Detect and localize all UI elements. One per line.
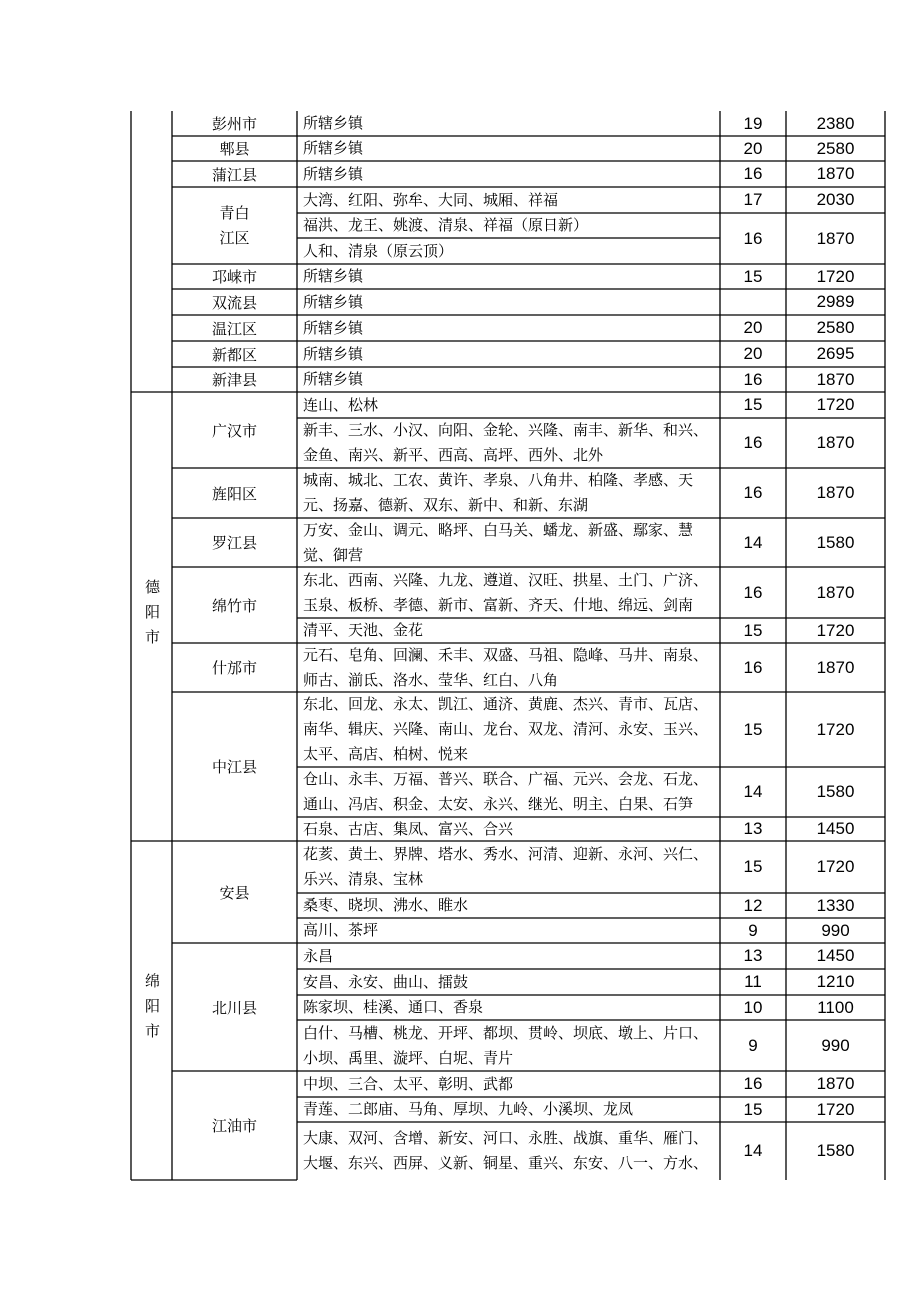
towns-text: 新丰、三水、小汉、向阳、金轮、兴隆、南丰、新华、和兴、金鱼、南兴、新平、西高、高坪、西外、北外 [303, 421, 709, 464]
value-a: 16 [743, 433, 763, 452]
value-a: 15 [743, 395, 763, 414]
county-cell [172, 468, 297, 518]
county-cell [172, 161, 297, 187]
value-a-cell [720, 136, 786, 161]
county-cell [172, 111, 297, 136]
value-b: 1580 [816, 1141, 855, 1160]
value-b-cell [786, 918, 885, 943]
value-a-cell [720, 943, 786, 969]
value-a: 17 [743, 190, 763, 209]
county-label: 郫县 [219, 140, 250, 158]
towns-text: 石泉、古店、集凤、富兴、合兴 [303, 819, 514, 838]
towns-text: 花荄、黄土、界牌、塔水、秀水、河清、迎新、永河、兴仁、乐兴、清泉、宝林 [303, 845, 709, 888]
value-b-cell [786, 692, 885, 767]
value-b-cell [786, 841, 885, 893]
towns-cell [297, 213, 720, 238]
value-b-cell [786, 187, 885, 213]
towns-text: 大康、双河、含增、新安、河口、永胜、战旗、重华、雁门、大堰、东兴、西屏、义新、铜星、重兴、东安、八一、方水、 [303, 1129, 709, 1172]
value-b: 1450 [816, 946, 855, 965]
value-a-cell [720, 213, 786, 264]
county-label: 江油市 [211, 1117, 257, 1135]
county-cell [172, 841, 297, 943]
county-label: 新津县 [211, 371, 257, 389]
towns-cell [297, 238, 720, 264]
value-b: 1720 [816, 719, 855, 739]
county-label: 中江县 [211, 758, 257, 776]
towns-text: 万安、金山、调元、略坪、白马关、蟠龙、新盛、鄢家、慧觉、御营 [303, 520, 694, 564]
value-a-cell [720, 817, 786, 841]
towns-text: 所辖乡镇 [303, 164, 364, 183]
value-b-cell [786, 1097, 885, 1122]
value-b-cell [786, 341, 885, 367]
towns-cell [297, 264, 720, 289]
value-a: 9 [748, 1035, 758, 1055]
county-cell [172, 1071, 297, 1180]
towns-cell [297, 161, 720, 187]
value-a-cell [720, 392, 786, 418]
value-a-cell [720, 918, 786, 943]
towns-text: 福洪、龙王、姚渡、清泉、祥福（原日新） [303, 216, 589, 234]
value-b-cell [786, 1020, 885, 1071]
value-b: 2580 [816, 318, 855, 337]
value-a: 14 [743, 1141, 763, 1160]
county-cell [172, 567, 297, 643]
county-label: 邛崃市 [211, 268, 257, 286]
value-b: 1450 [816, 819, 855, 838]
towns-text: 清平、天池、金花 [303, 621, 424, 639]
county-label: 新都区 [211, 345, 257, 364]
value-a-cell [720, 1122, 786, 1180]
value-a-cell [720, 468, 786, 518]
towns-cell [297, 767, 720, 817]
value-a: 16 [743, 369, 763, 389]
value-b-cell [786, 315, 885, 341]
city-cell-deyang [131, 392, 172, 841]
value-a: 15 [743, 1099, 763, 1119]
value-b: 1870 [816, 483, 855, 502]
towns-cell [297, 392, 720, 418]
value-b: 990 [821, 1035, 850, 1055]
county-cell [172, 341, 297, 367]
value-b: 1330 [816, 895, 855, 915]
towns-text: 东北、西南、兴隆、九龙、遵道、汉旺、拱星、土门、广济、玉泉、板桥、孝德、新市、富新、齐天、什地、绵远、剑南 [303, 570, 709, 614]
value-b-cell [786, 817, 885, 841]
towns-text: 青莲、二郎庙、马角、厚坝、九岭、小溪坝、龙凤 [303, 1100, 634, 1118]
value-b: 1210 [816, 972, 855, 991]
county-label: 广汉市 [211, 421, 257, 440]
value-b: 1870 [816, 164, 855, 183]
value-a-cell [720, 643, 786, 692]
value-a: 19 [743, 113, 763, 133]
value-b: 1870 [816, 369, 855, 389]
towns-cell [297, 918, 720, 943]
value-b: 2580 [816, 138, 855, 158]
towns-cell [297, 1020, 720, 1071]
value-a-cell [720, 289, 786, 315]
value-b: 1720 [816, 266, 855, 286]
towns-cell [297, 969, 720, 995]
value-a: 16 [743, 228, 763, 248]
value-a: 20 [743, 318, 763, 337]
value-a: 10 [743, 997, 763, 1017]
county-label: 蒲江县 [211, 165, 257, 184]
value-b-cell [786, 213, 885, 264]
value-b-cell [786, 969, 885, 995]
value-a-cell [720, 418, 786, 468]
value-a: 20 [743, 344, 763, 363]
value-b: 2030 [816, 190, 855, 209]
county-cell [172, 315, 297, 341]
city-char: 德阳市 [143, 579, 161, 654]
value-a: 16 [743, 657, 763, 677]
value-b-cell [786, 111, 885, 136]
towns-text: 元石、皂角、回澜、禾丰、双盛、马祖、隐峰、马井、南泉、师古、湔氐、洛水、莹华、红白、八角 [303, 645, 709, 689]
value-b-cell [786, 618, 885, 643]
value-a: 14 [743, 782, 763, 801]
city-char: 绵阳市 [143, 973, 161, 1048]
value-b-cell [786, 1122, 885, 1180]
county-label: 安县 [219, 883, 250, 902]
value-b: 2695 [816, 344, 855, 363]
towns-cell [297, 468, 720, 518]
value-b: 1870 [816, 582, 855, 602]
towns-cell [297, 367, 720, 392]
towns-text: 白什、马槽、桃龙、开坪、都坝、贯岭、坝底、墩上、片口、小坝、禹里、漩坪、白坭、青片 [303, 1023, 709, 1067]
county-cell [172, 643, 297, 692]
towns-cell [297, 618, 720, 643]
towns-text: 所辖乡镇 [303, 114, 364, 132]
value-a-cell [720, 567, 786, 618]
value-a: 20 [743, 138, 763, 158]
value-a: 12 [743, 895, 763, 915]
county-cell [172, 392, 297, 468]
county-label: 北川县 [211, 998, 257, 1017]
value-a: 15 [743, 857, 763, 876]
towns-cell [297, 893, 720, 918]
value-a-cell [720, 161, 786, 187]
value-a-cell [720, 518, 786, 567]
towns-cell [297, 841, 720, 893]
towns-text: 陈家坝、桂溪、通口、香泉 [303, 998, 484, 1016]
value-a-cell [720, 1071, 786, 1097]
value-b-cell [786, 418, 885, 468]
value-a: 11 [744, 972, 762, 991]
towns-cell [297, 341, 720, 367]
value-b-cell [786, 264, 885, 289]
county-label: 旌阳区 [211, 484, 257, 503]
towns-cell [297, 136, 720, 161]
value-b-cell [786, 995, 885, 1020]
value-b: 2989 [816, 292, 855, 311]
towns-cell [297, 518, 720, 567]
towns-cell [297, 1122, 720, 1180]
county-cell [172, 289, 297, 315]
towns-text: 所辖乡镇 [303, 344, 364, 363]
value-a-cell [720, 767, 786, 817]
towns-text: 人和、清泉（原云顶） [303, 241, 454, 260]
towns-cell [297, 692, 720, 767]
value-a: 15 [743, 620, 763, 640]
value-b-cell [786, 468, 885, 518]
value-a-cell [720, 618, 786, 643]
towns-text: 东北、回龙、永太、凯江、通济、黄鹿、杰兴、青市、瓦店、南华、辑庆、兴隆、南山、龙台、双龙、清河、永安、玉兴、太平、高店、柏树、悦来 [303, 695, 709, 763]
towns-cell [297, 817, 720, 841]
value-b: 1720 [816, 620, 855, 640]
value-b: 1580 [816, 782, 855, 801]
county-label: 罗江县 [211, 534, 257, 552]
value-b-cell [786, 767, 885, 817]
towns-cell [297, 643, 720, 692]
value-b: 1870 [816, 657, 855, 677]
value-b: 1870 [816, 1074, 855, 1093]
towns-cell [297, 943, 720, 969]
county-cell [172, 518, 297, 567]
value-a-cell [720, 341, 786, 367]
value-a-cell [720, 692, 786, 767]
towns-text: 大湾、红阳、弥牟、大同、城厢、祥福 [303, 190, 559, 209]
towns-text: 高川、茶坪 [303, 921, 379, 939]
value-a: 13 [743, 946, 763, 965]
value-b-cell [786, 1071, 885, 1097]
county-cell [172, 187, 297, 264]
value-a: 16 [743, 582, 763, 602]
value-a-cell [720, 969, 786, 995]
county-cell [172, 367, 297, 392]
value-a: 16 [743, 1074, 763, 1093]
towns-text: 中坝、三合、太平、彰明、武都 [303, 1074, 514, 1093]
towns-text: 所辖乡镇 [303, 139, 364, 157]
towns-cell [297, 315, 720, 341]
towns-text: 所辖乡镇 [303, 267, 364, 285]
value-a-cell [720, 841, 786, 893]
county-label: 什邡市 [211, 659, 257, 677]
towns-text: 永昌 [303, 946, 334, 965]
county-cell [172, 264, 297, 289]
county-cell [172, 943, 297, 1071]
value-b-cell [786, 643, 885, 692]
value-b: 1580 [816, 532, 855, 552]
towns-cell [297, 187, 720, 213]
value-b: 1870 [816, 433, 855, 452]
towns-text: 所辖乡镇 [303, 292, 364, 311]
towns-cell [297, 289, 720, 315]
value-a: 16 [743, 164, 763, 183]
towns-text: 仓山、永丰、万福、普兴、联合、广福、元兴、会龙、石龙、通山、冯店、积金、太安、永兴、继光、明主、白果、石笋 [303, 770, 709, 813]
county-label: 绵竹市 [211, 596, 257, 615]
value-b: 1720 [816, 1099, 855, 1119]
towns-text: 安昌、永安、曲山、擂鼓 [303, 972, 469, 991]
value-b: 1720 [816, 857, 855, 876]
towns-cell [297, 1097, 720, 1122]
county-label: 温江区 [211, 319, 257, 338]
value-b-cell [786, 943, 885, 969]
value-a-cell [720, 264, 786, 289]
county-label: 彭州市 [211, 115, 257, 133]
towns-text: 所辖乡镇 [303, 318, 364, 337]
value-a-cell [720, 1020, 786, 1071]
value-b-cell [786, 161, 885, 187]
value-b: 1720 [816, 395, 855, 414]
value-a: 15 [743, 719, 763, 739]
value-b: 2380 [816, 113, 855, 133]
value-b-cell [786, 893, 885, 918]
value-b-cell [786, 567, 885, 618]
value-a: 13 [743, 819, 763, 838]
towns-cell [297, 418, 720, 468]
value-a: 14 [743, 532, 763, 552]
towns-text: 城南、城北、工农、黄许、孝泉、八角井、柏隆、孝感、天元、扬嘉、德新、双东、新中、和新、东湖 [303, 471, 694, 514]
city-cell-mianyang [131, 841, 172, 1180]
value-b-cell [786, 136, 885, 161]
value-a-cell [720, 315, 786, 341]
county-label: 青白江区 [219, 203, 250, 247]
value-a-cell [720, 995, 786, 1020]
towns-cell [297, 1071, 720, 1097]
value-b: 1100 [817, 997, 854, 1017]
value-b-cell [786, 367, 885, 392]
county-label: 双流县 [211, 293, 257, 312]
value-a-cell [720, 893, 786, 918]
towns-cell [297, 995, 720, 1020]
value-a-cell [720, 367, 786, 392]
value-a: 16 [743, 483, 763, 502]
county-cell [172, 136, 297, 161]
towns-text: 连山、松林 [303, 395, 379, 414]
value-b-cell [786, 518, 885, 567]
county-cell [172, 692, 297, 841]
value-a: 9 [748, 920, 758, 940]
value-a: 15 [743, 266, 763, 286]
towns-cell [297, 567, 720, 618]
towns-text: 所辖乡镇 [303, 370, 364, 388]
value-a-cell [720, 111, 786, 136]
value-b: 990 [821, 920, 850, 940]
value-a-cell [720, 1097, 786, 1122]
towns-text: 桑枣、晓坝、沸水、睢水 [303, 896, 469, 914]
value-b-cell [786, 392, 885, 418]
towns-cell [297, 111, 720, 136]
value-b: 1870 [816, 228, 855, 248]
value-b-cell [786, 289, 885, 315]
value-a-cell [720, 187, 786, 213]
